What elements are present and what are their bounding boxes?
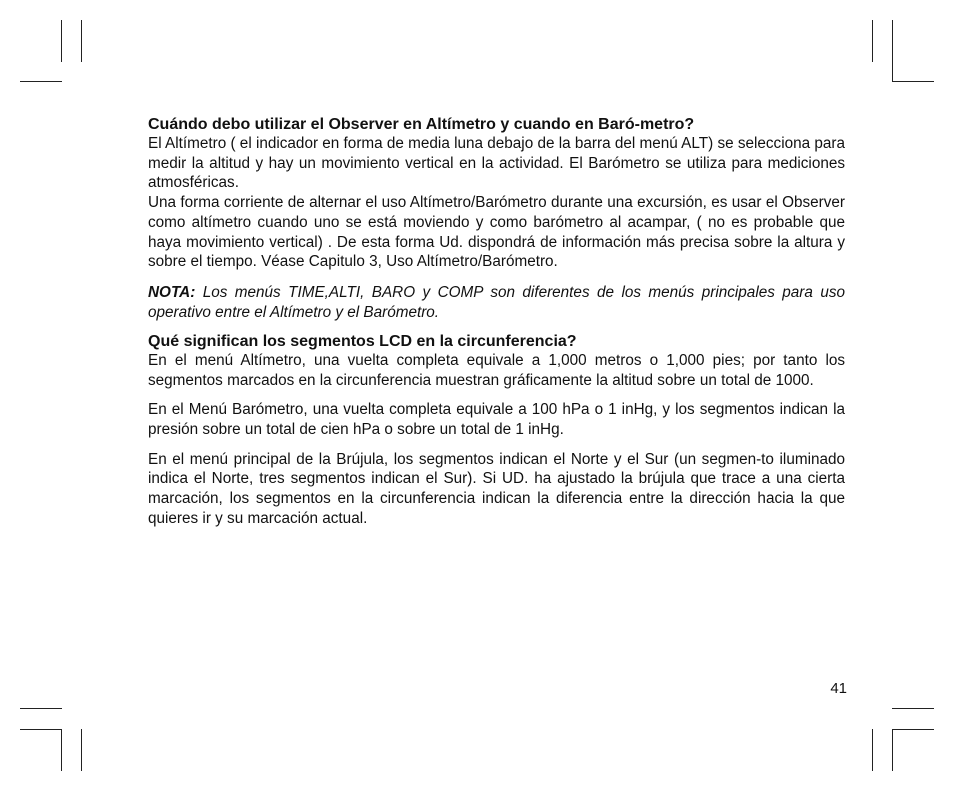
paragraph-altimeter-segments: En el menú Altímetro, una vuelta completa equivale a 1,000 metros o 1,000 pies; por tanto los segmentos marcados en la circunferencia muestran gráficamente la altitud sobre un total de 1000. [148, 351, 845, 389]
note-label: NOTA: [148, 283, 196, 301]
paragraph-compass-segments: En el menú principal de la Brújula, los segmentos indican el Norte y el Sur (un segmen-to iluminado indica el Norte, tres segmentos indican el Sur). Si UD. ha ajustado la brújula que trace a una cierta marcación, los segmentos en la circunferencia indican la diferencia entre la dirección hacia la que quieres ir y su marcación actual. [148, 450, 845, 527]
page-content [148, 115, 845, 529]
note-paragraph [148, 283, 845, 323]
crop-mark-top-right-horizontal [892, 81, 934, 82]
crop-mark-bottom-right-horizontal [892, 708, 934, 709]
paragraph-barometer-segments: En el Menú Barómetro, una vuelta completa equivale a 100 hPa o 1 inHg, y los segmentos indican la presión sobre un total de cien hPa o sobre un total de 1 inHg. [148, 401, 845, 439]
crop-mark-top-left-horizontal [20, 81, 62, 82]
crop-mark-top-right-outer [892, 20, 893, 82]
crop-mark-top-left-outer [61, 20, 62, 62]
page-number: 41 [830, 680, 847, 697]
paragraph-alternating-use: Una forma corriente de alternar el uso Altímetro/Barómetro durante una excursión, es usar el Observer como altímetro cuando uno se está moviendo y como barómetro al acampar, ( no es probable que haya movimiento vertical) . De esta forma Ud. dispondrá de información más precisa sobre la altura y sobre el tiempo. Véase Capitulo 3, Uso Altímetro/Barómetro. [148, 194, 845, 271]
note-text: Los menús TIME,ALTI, BARO y COMP son diferentes de los menús principales para uso operativo entre el Altímetro y el Barómetro. [148, 283, 845, 321]
section-heading-lcd-segments: Qué significan los segmentos LCD en la circunferencia? [148, 332, 577, 350]
crop-mark-bottom-left-outer [61, 729, 62, 771]
crop-mark-bottom-right-inner [872, 729, 873, 771]
crop-mark-top-left-inner [81, 20, 82, 62]
crop-mark-bottom-right-outer [892, 729, 893, 771]
paragraph-altimeter-definition: El Altímetro ( el indicador en forma de media luna debajo de la barra del menú ALT) se selecciona para medir la altitud y hay un movimiento vertical en la actividad. El Barómetro se utiliza para mediciones atmosféricas. [148, 135, 845, 192]
crop-mark-top-right-inner [872, 20, 873, 62]
crop-mark-bottom-left-top-bar [20, 729, 62, 730]
section-heading-altimeter-vs-barometer: Cuándo debo utilizar el Observer en Altímetro y cuando en Baró-metro? [148, 116, 695, 133]
crop-mark-bottom-left-inner [81, 729, 82, 771]
crop-mark-bottom-left-horizontal [20, 708, 62, 709]
crop-mark-bottom-right-top-bar [892, 729, 934, 730]
